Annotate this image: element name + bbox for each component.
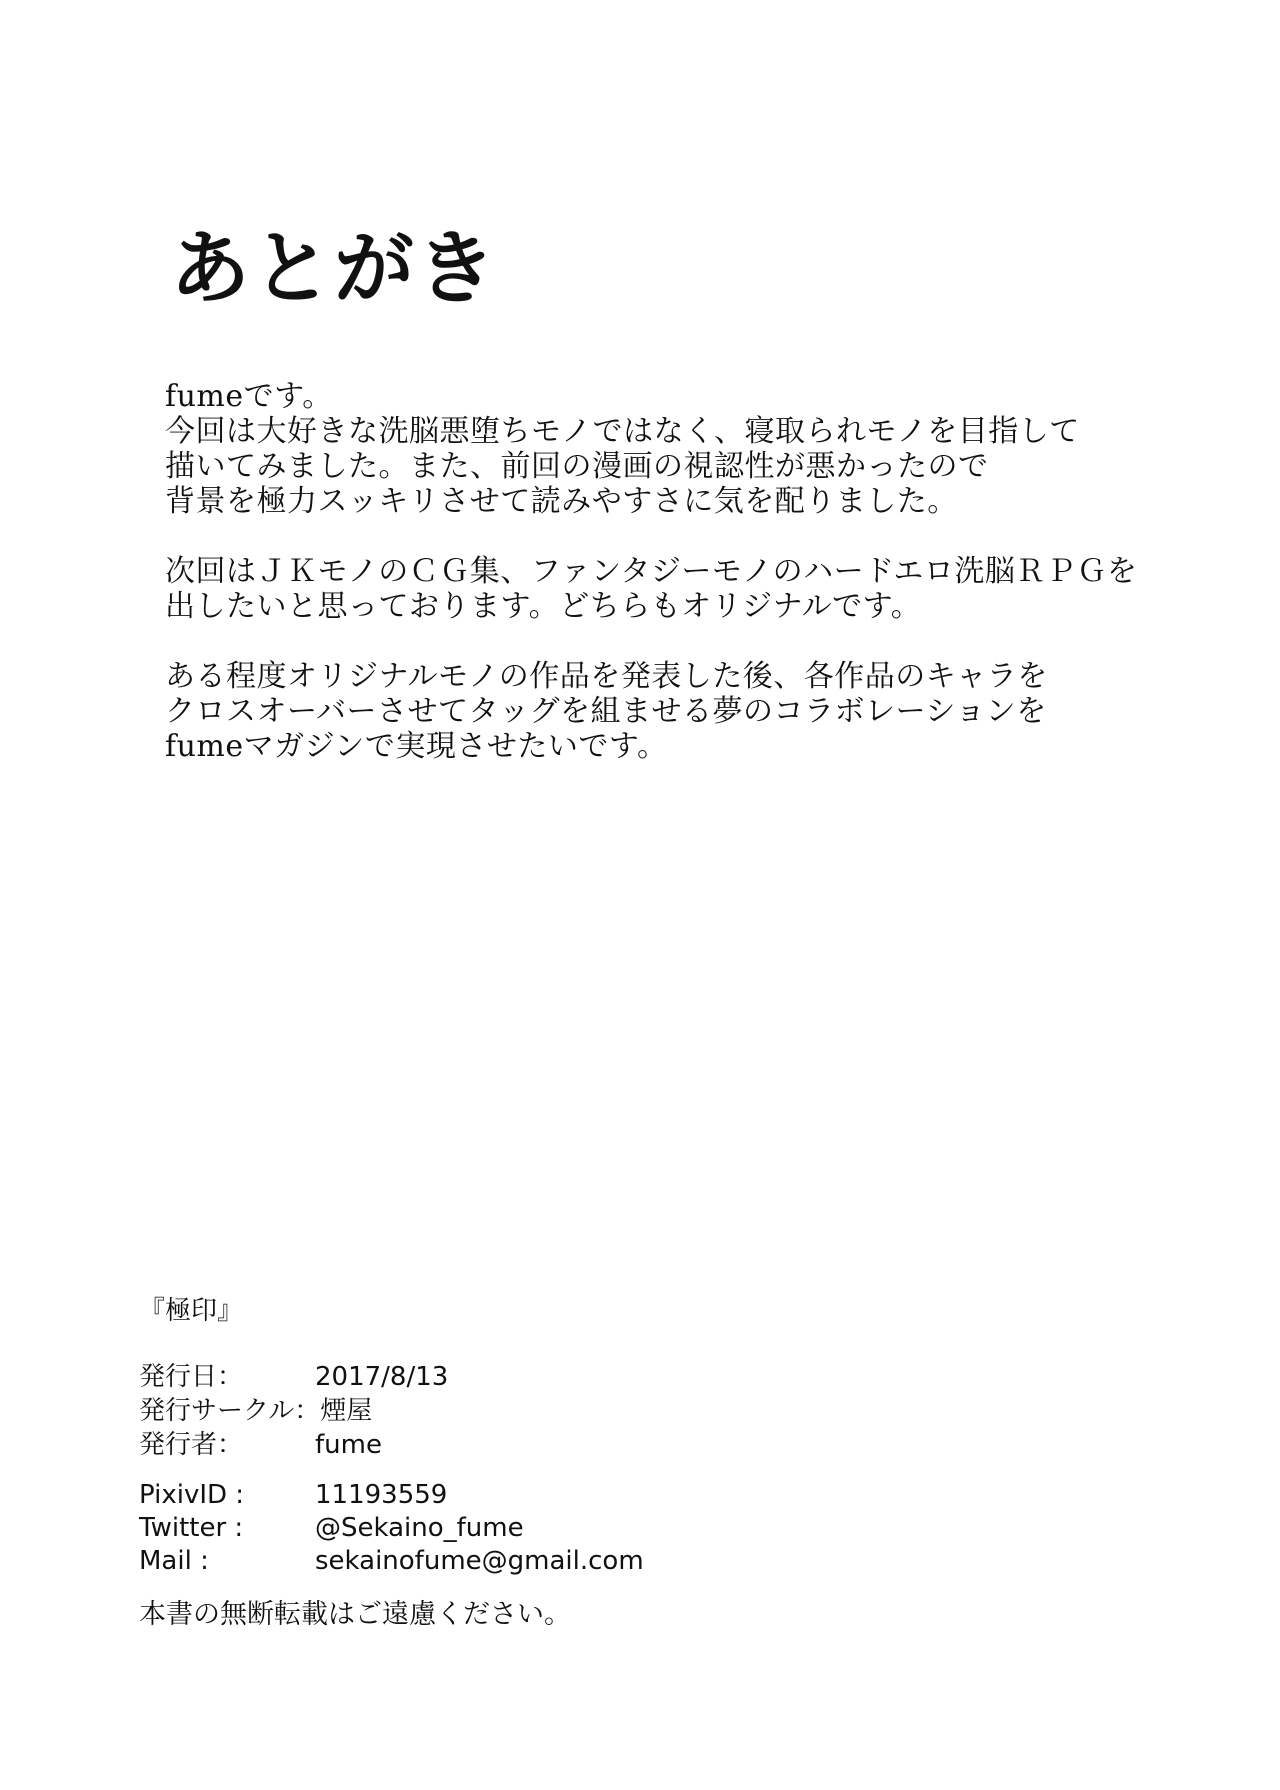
circle-value: 煙屋 [320, 1396, 373, 1426]
mail-label: Mail : [139, 1546, 209, 1576]
twitter-row [139, 1512, 644, 1545]
body-line: 出したいと思っております。どちらもオリジナルです。 [165, 589, 922, 624]
body-line: fumeマガジンで実現させたいです。 [165, 729, 668, 764]
contact-info [139, 1479, 644, 1578]
mail-address-value: sekainofume@gmail.com [315, 1546, 644, 1576]
body-line: クロスオーバーさせてタッグを組ませる夢のコラボレーションを [165, 694, 1047, 729]
body-line: fumeです。 [165, 379, 333, 414]
publisher-value: fume [315, 1430, 382, 1460]
circle-label: 発行サークル： [139, 1396, 321, 1426]
page-title: あとがき [170, 221, 498, 315]
body-line: 背景を極力スッキリさせて読みやすさに気を配りました。 [165, 484, 958, 519]
publication-date-label: 発行日： [139, 1362, 244, 1392]
publication-date-value: 2017/8/13 [315, 1362, 449, 1392]
publisher-row [139, 1428, 448, 1462]
twitter-label: Twitter : [139, 1513, 244, 1543]
publication-date-row [139, 1360, 448, 1394]
paragraph-next-works [165, 554, 1137, 624]
circle-row [139, 1394, 448, 1428]
publication-info [139, 1360, 448, 1462]
paragraph-intro [165, 379, 1137, 519]
pixiv-id-row [139, 1479, 644, 1512]
book-title: 『極印』 [139, 1296, 244, 1326]
body-line: 今回は大好きな洗脳悪堕ちモノではなく、寝取られモノを目指して [165, 414, 1080, 449]
pixiv-id-label: PixivID : [139, 1480, 245, 1510]
pixiv-id-value: 11193559 [315, 1480, 448, 1510]
body-line: ある程度オリジナルモノの作品を発表した後、各作品のキャラを [165, 659, 1048, 694]
mail-row [139, 1545, 644, 1578]
afterword-body [165, 379, 1137, 764]
paragraph-collaboration [165, 659, 1137, 764]
publisher-label: 発行者： [139, 1430, 244, 1460]
reproduction-notice: 本書の無断転載はご遠慮ください。 [139, 1599, 571, 1630]
body-line: 次回はＪＫモノのＣＧ集、ファンタジーモノのハードエロ洗脳ＲＰＧを [165, 554, 1138, 589]
twitter-handle-value: @Sekaino_fume [315, 1513, 524, 1543]
body-line: 描いてみました。また、前回の漫画の視認性が悪かったので [165, 449, 989, 484]
